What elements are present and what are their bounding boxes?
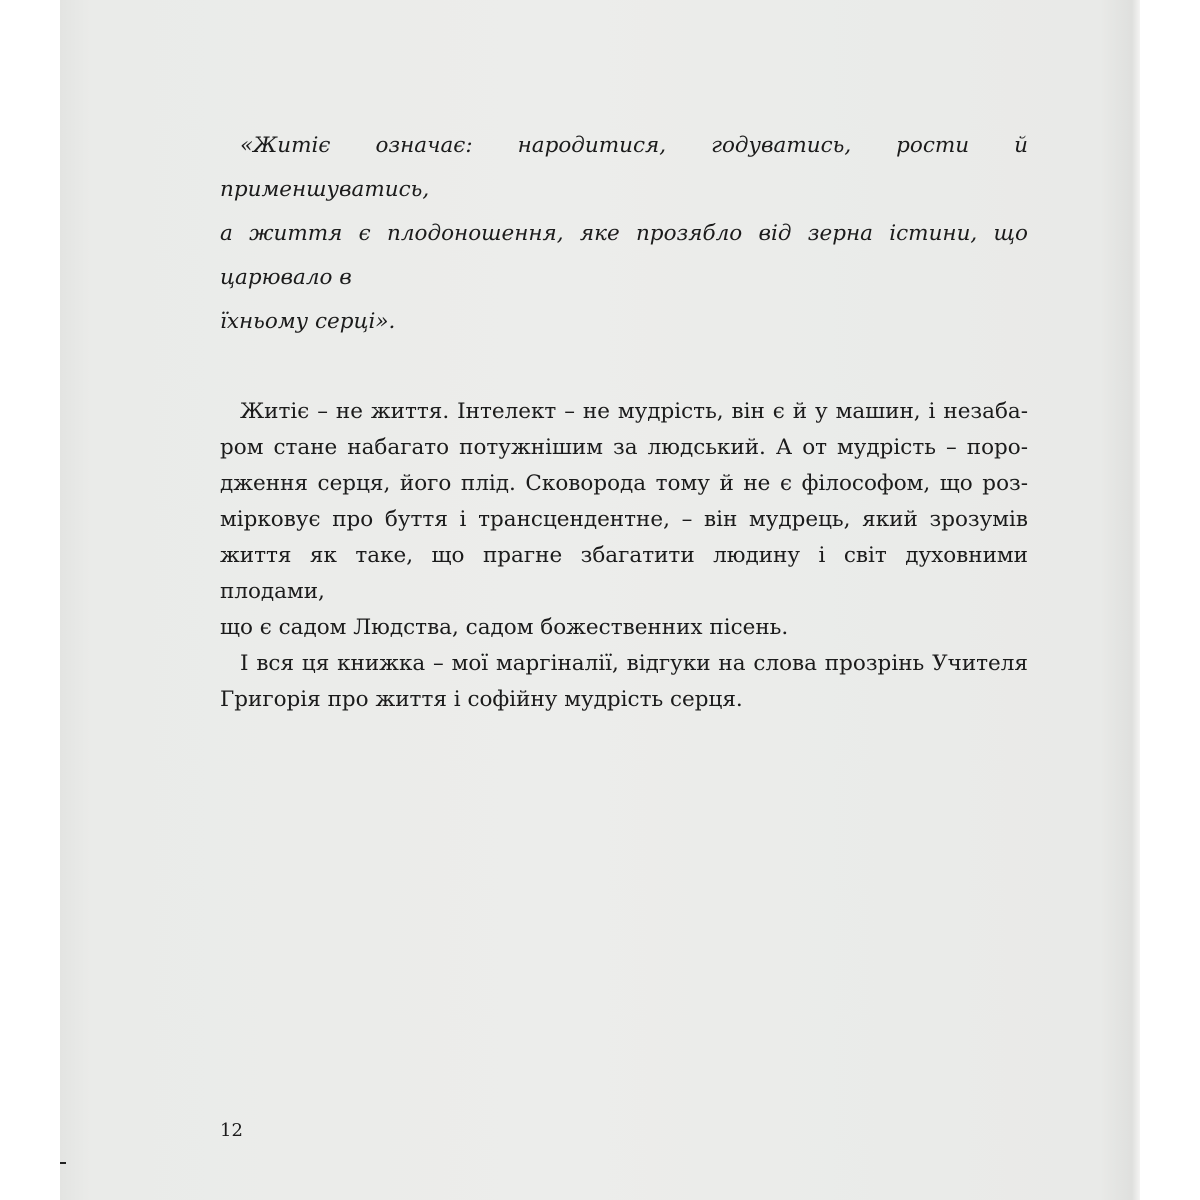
paragraph-line: що є садом Людства, садом божественних пісень. [220, 615, 789, 640]
body-paragraph-1 [220, 394, 1028, 646]
page-edge [1132, 0, 1140, 1200]
epigraph-quote [220, 124, 1028, 344]
page-text [220, 124, 1028, 718]
paragraph-line: Григорія про життя і софійну мудрість серця. [220, 687, 743, 712]
paragraph-line: Житіє – не життя. Інтелект – не мудрість, він є й у машин, і незаба- [240, 399, 1028, 424]
paragraph-line: життя як таке, що прагне збагатити людину і світ духовними плодами, [220, 543, 1028, 604]
paragraph-line: ром стане набагато потужнішим за людський. А от мудрість – поро- [220, 435, 1028, 460]
epigraph-line: «Житіє означає: народитися, годуватись, рости й применшуватись, [220, 133, 1028, 202]
paragraph-line: мірковує про буття і трансцендентне, – він мудрець, який зрозумів [220, 507, 1028, 532]
paragraph-line: дження серця, його плід. Сковорода тому й не є філософом, що роз- [220, 471, 1028, 496]
paragraph-line: І вся ця книжка – мої маргіналії, відгуки на слова прозрінь Учителя [240, 651, 1028, 676]
body-paragraph-2 [220, 646, 1028, 718]
epigraph-line: а життя є плодоношення, яке прозябло від зерна істини, що царювало в [220, 221, 1028, 290]
epigraph-line: їхньому серці». [220, 309, 396, 334]
corner-mark [60, 1162, 66, 1164]
page-number: 12 [220, 1120, 243, 1141]
